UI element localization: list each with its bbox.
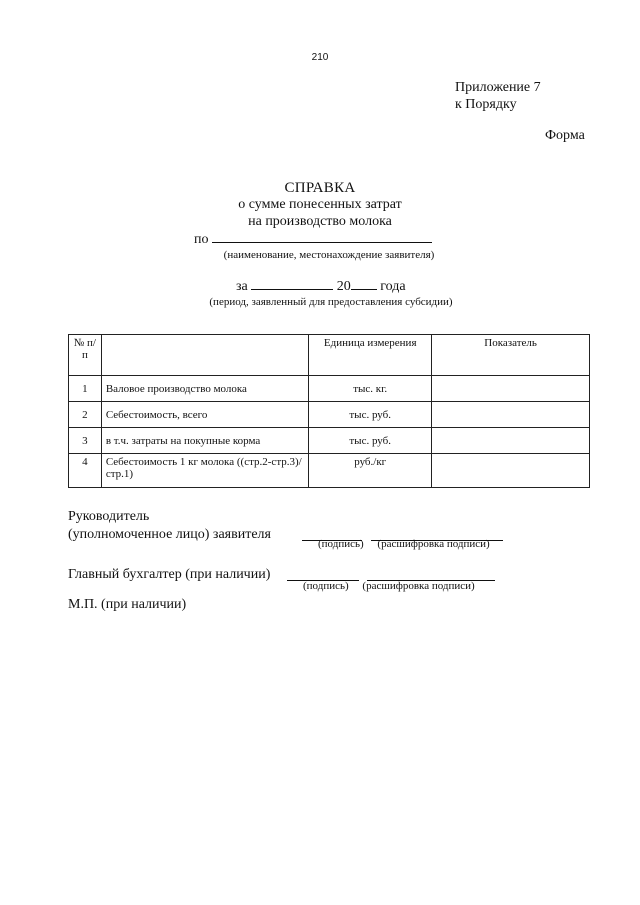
year-prefix: 20 <box>336 279 351 294</box>
table-row <box>69 428 590 454</box>
row-unit: тыс. кг. <box>309 376 432 402</box>
header-unit: Единица измерения <box>309 335 432 376</box>
header-indicator: Показатель <box>432 335 590 376</box>
row-indicator-cell[interactable] <box>432 428 590 454</box>
applicant-prefix: по <box>194 232 209 247</box>
header-name <box>101 335 308 376</box>
stamp-place: М.П. (при наличии) <box>68 597 187 612</box>
page-number: 210 <box>311 52 329 63</box>
row-name: Валовое производство молока <box>101 376 308 402</box>
applicant-blank[interactable] <box>212 231 432 243</box>
row-unit: руб./кг <box>309 454 432 488</box>
row-name: в т.ч. затраты на покупные корма <box>101 428 308 454</box>
period-hint: (период, заявленный для предоставления субсидии) <box>209 296 453 308</box>
row-name: Себестоимость, всего <box>101 402 308 428</box>
applicant-field[interactable] <box>194 231 432 248</box>
appendix-reference: к Порядку <box>455 97 517 112</box>
document-subtitle-1: о сумме понесенных затрат <box>238 197 402 212</box>
head-signature-hint: (подпись) (расшифровка подписи) <box>318 538 490 550</box>
row-unit: тыс. руб. <box>309 428 432 454</box>
head-label-sub: (уполномоченное лицо) заявителя <box>68 527 271 542</box>
appendix-number: Приложение 7 <box>455 80 541 95</box>
year-blank[interactable] <box>351 278 377 290</box>
row-indicator-cell[interactable] <box>432 454 590 488</box>
table-row <box>69 376 590 402</box>
applicant-hint: (наименование, местонахождение заявителя) <box>223 249 435 261</box>
row-num: 4 <box>69 454 102 488</box>
row-name: Себестоимость 1 кг молока ((стр.2-стр.3)/стр.1) <box>101 454 308 488</box>
document-subtitle-2: на производство молока <box>248 214 392 229</box>
accountant-signature-hint: (подпись) (расшифровка подписи) <box>303 580 475 592</box>
header-num: № п/п <box>69 335 102 376</box>
row-indicator-cell[interactable] <box>432 376 590 402</box>
cost-table <box>68 334 590 488</box>
period-field[interactable] <box>236 278 406 295</box>
period-blank[interactable] <box>251 278 333 290</box>
form-label: Форма <box>545 128 585 143</box>
head-label: Руководитель <box>68 509 150 524</box>
row-unit: тыс. руб. <box>309 402 432 428</box>
table-header-row <box>69 335 590 376</box>
table-row <box>69 402 590 428</box>
row-num: 3 <box>69 428 102 454</box>
period-prefix: за <box>236 279 248 294</box>
row-indicator-cell[interactable] <box>432 402 590 428</box>
table-row <box>69 454 590 488</box>
row-num: 1 <box>69 376 102 402</box>
year-suffix: года <box>380 279 406 294</box>
row-num: 2 <box>69 402 102 428</box>
accountant-label: Главный бухгалтер (при наличии) <box>68 567 271 582</box>
document-title: СПРАВКА <box>284 180 356 196</box>
